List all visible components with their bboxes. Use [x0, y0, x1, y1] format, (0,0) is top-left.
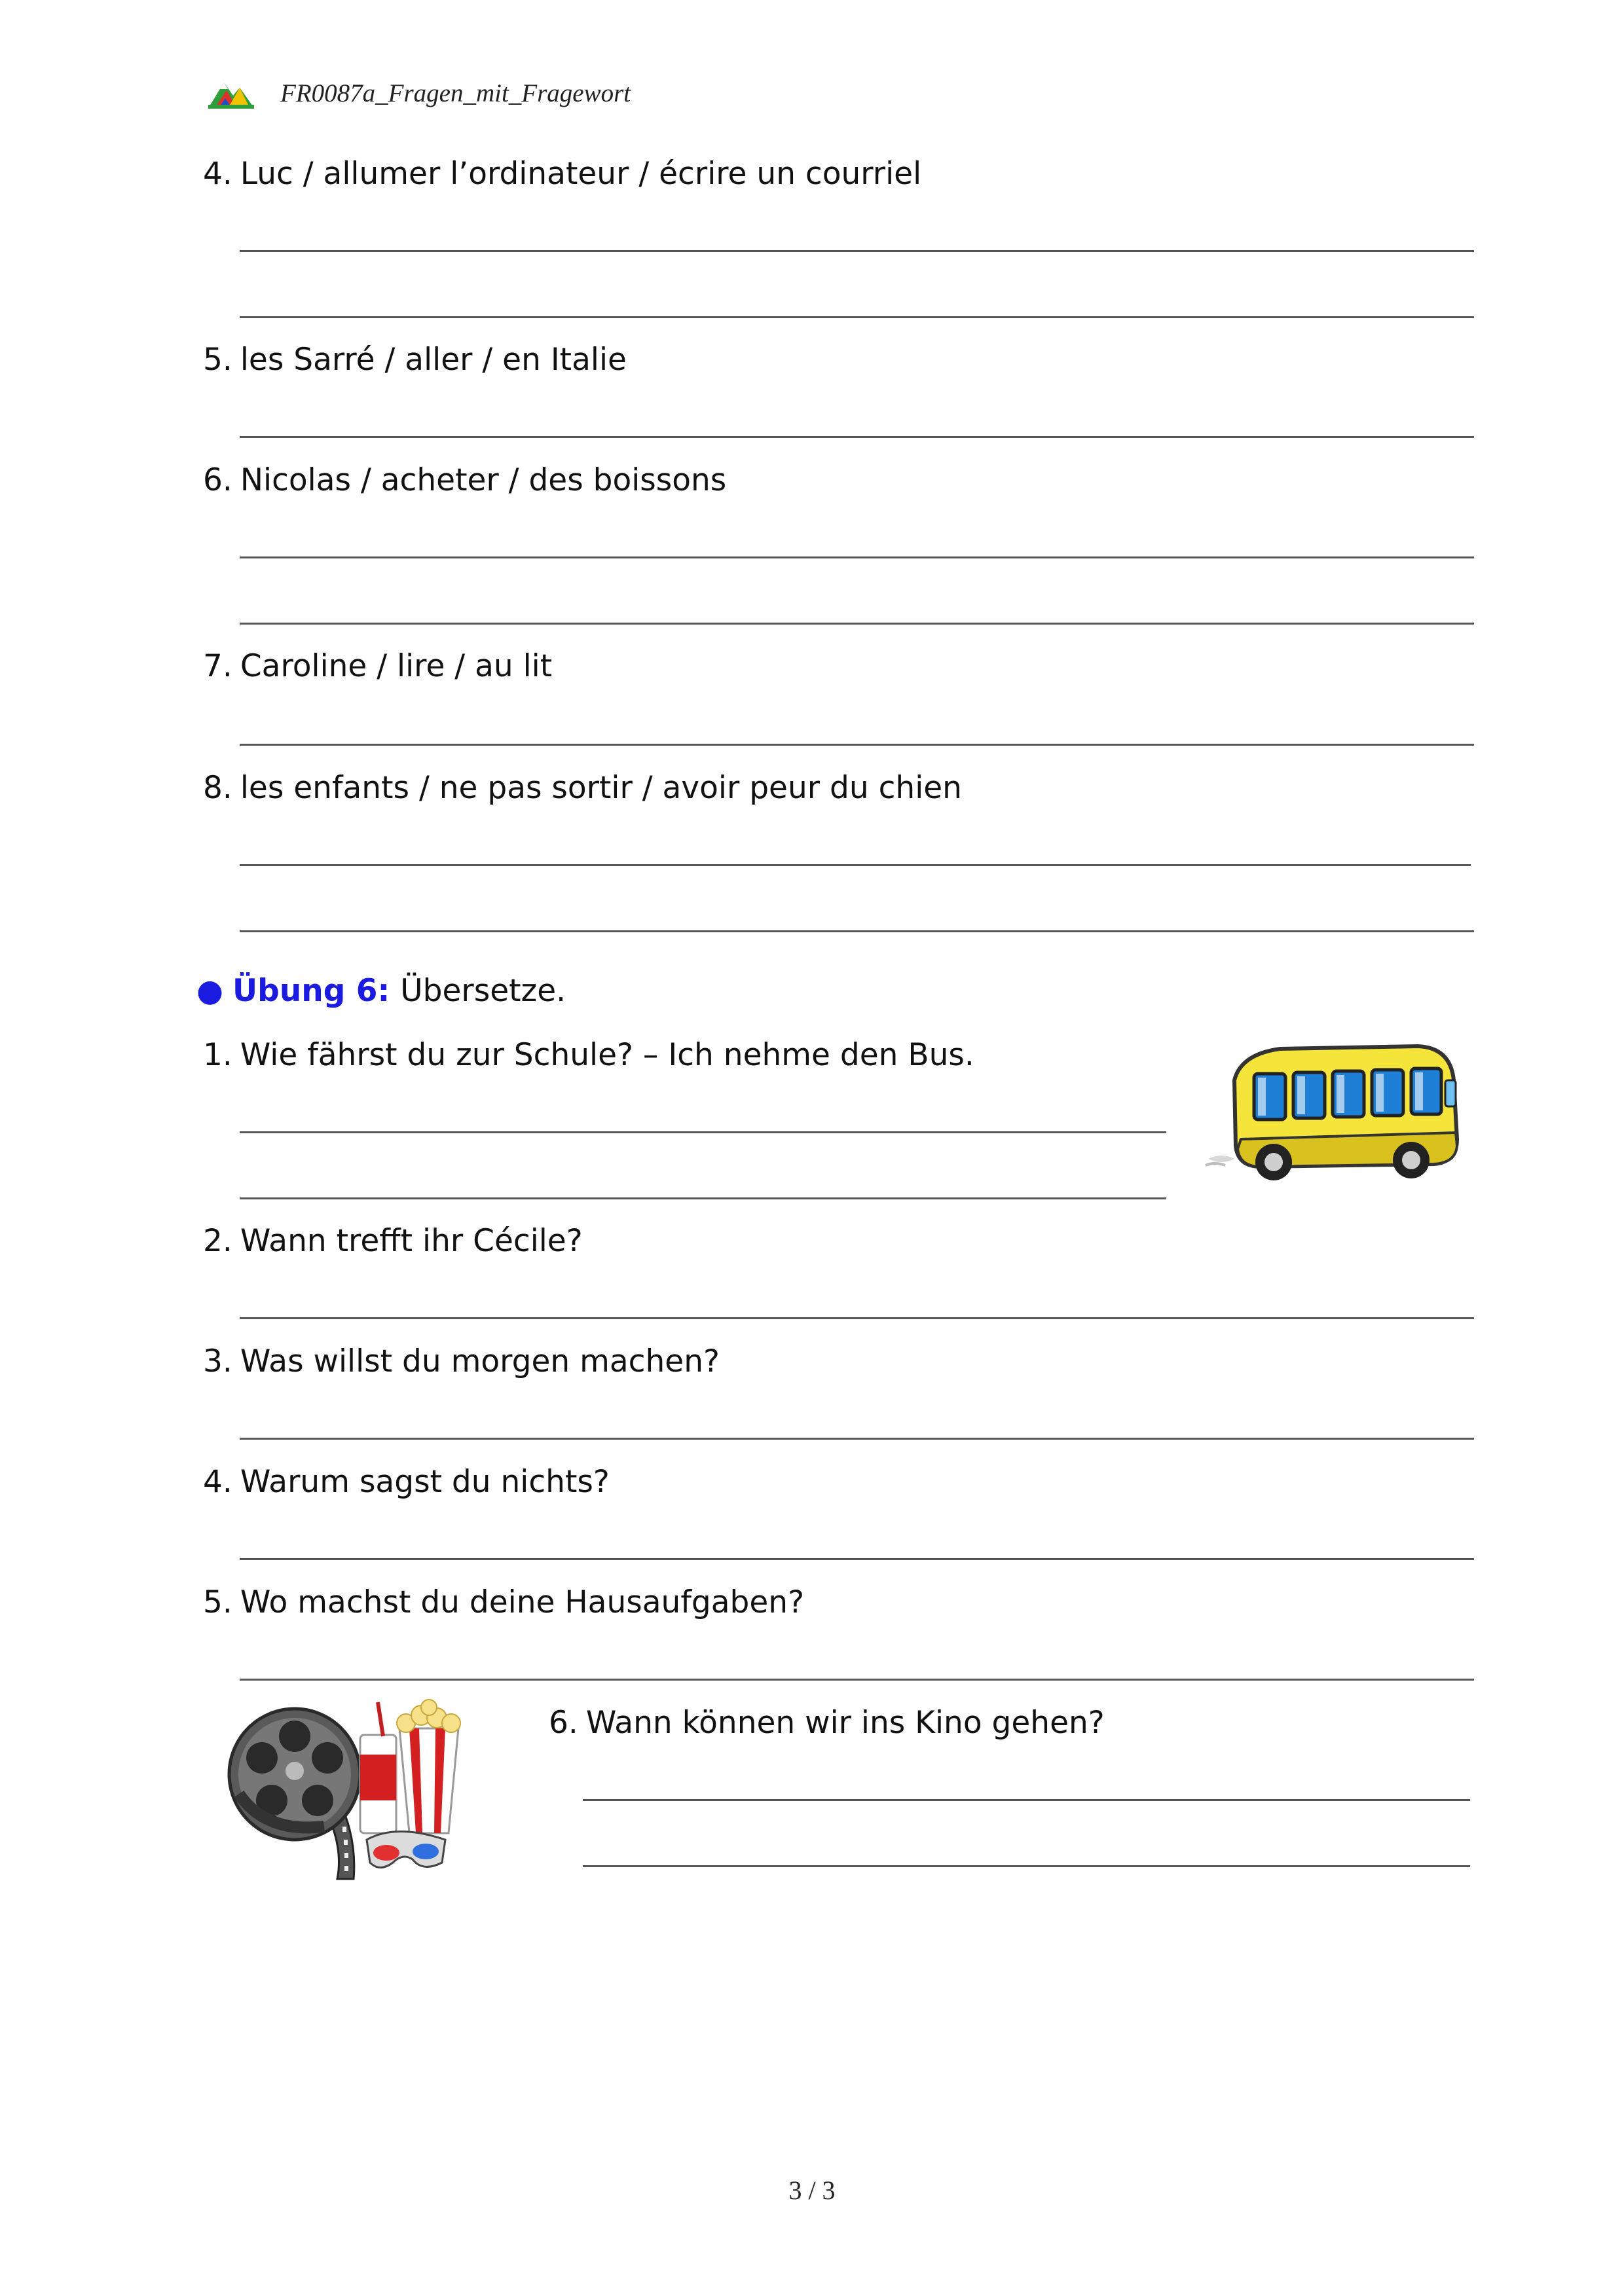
translate-question-4 — [203, 1463, 610, 1502]
question-5 — [203, 340, 627, 380]
question-number: 3. — [203, 1343, 232, 1379]
exercise-label: Übung 6: — [232, 973, 390, 1009]
translate-question-6 — [549, 1704, 1105, 1743]
question-8 — [203, 769, 962, 808]
question-text: Wo machst du deine Hausaufgaben? — [240, 1584, 805, 1620]
exercise-instruction: Übersetze. — [400, 973, 566, 1009]
school-bus-icon — [1202, 1041, 1464, 1182]
answer-line[interactable] — [240, 1131, 1166, 1133]
answer-line[interactable] — [240, 1558, 1474, 1560]
question-4 — [203, 155, 921, 194]
translate-question-2 — [203, 1222, 583, 1261]
question-text: les enfants / ne pas sortir / avoir peur du chien — [240, 770, 962, 806]
question-number: 5. — [203, 1584, 232, 1620]
question-number: 7. — [203, 648, 232, 684]
bullet-icon: ● — [196, 973, 224, 1009]
translate-question-5 — [203, 1583, 804, 1622]
question-number: 4. — [203, 1464, 232, 1500]
answer-line[interactable] — [583, 1799, 1470, 1801]
answer-line[interactable] — [240, 250, 1474, 252]
question-text: les Sarré / aller / en Italie — [240, 342, 627, 378]
exercise-6-heading — [196, 972, 566, 1011]
question-6 — [203, 461, 726, 500]
answer-line[interactable] — [240, 930, 1474, 932]
answer-line[interactable] — [240, 436, 1474, 438]
mountain-logo-icon — [207, 76, 255, 110]
translate-question-1 — [203, 1036, 974, 1075]
question-number: 4. — [203, 156, 232, 192]
answer-line[interactable] — [240, 744, 1474, 746]
document-title: FR0087a_Fragen_mit_Fragewort — [280, 79, 631, 107]
question-number: 2. — [203, 1223, 232, 1259]
cinema-film-reel-icon — [226, 1696, 475, 1889]
question-text: Wann können wir ins Kino gehen? — [585, 1705, 1105, 1741]
page-header — [207, 73, 631, 113]
answer-line[interactable] — [240, 556, 1474, 558]
answer-line[interactable] — [240, 1197, 1166, 1199]
question-text: Caroline / lire / au lit — [240, 648, 553, 684]
answer-line[interactable] — [240, 316, 1474, 318]
question-text: Nicolas / acheter / des boissons — [240, 462, 727, 498]
question-text: Wann trefft ihr Cécile? — [240, 1223, 583, 1259]
answer-line[interactable] — [240, 1317, 1474, 1319]
question-number: 6. — [549, 1705, 578, 1741]
question-text: Wie fährst du zur Schule? – Ich nehme den Bus. — [240, 1037, 974, 1073]
question-number: 5. — [203, 342, 232, 378]
answer-line[interactable] — [583, 1865, 1470, 1867]
question-number: 8. — [203, 770, 232, 806]
question-number: 1. — [203, 1037, 232, 1073]
answer-line[interactable] — [240, 864, 1471, 866]
question-number: 6. — [203, 462, 232, 498]
answer-line[interactable] — [240, 1438, 1474, 1440]
page-number: 3 / 3 — [788, 2176, 836, 2205]
question-text: Was willst du morgen machen? — [240, 1343, 720, 1379]
answer-line[interactable] — [240, 1679, 1474, 1681]
question-7 — [203, 647, 552, 686]
question-text: Luc / allumer l’ordinateur / écrire un courriel — [240, 156, 922, 192]
question-text: Warum sagst du nichts? — [240, 1464, 610, 1500]
answer-line[interactable] — [240, 623, 1474, 625]
translate-question-3 — [203, 1342, 720, 1381]
